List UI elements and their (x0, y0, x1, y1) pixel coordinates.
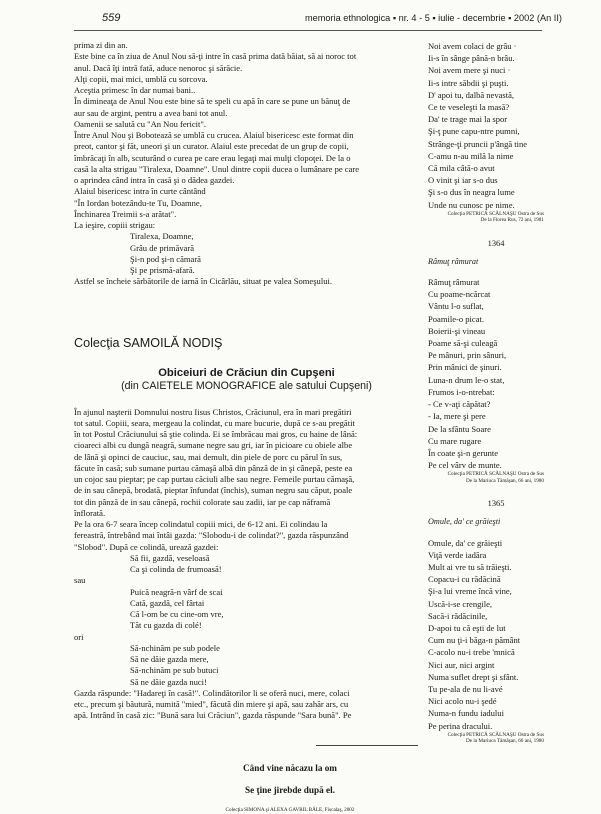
poem-line: Ii-s intre săbdii şi puşti. (428, 77, 509, 88)
poem-line: Pe perina dracului. (428, 720, 493, 731)
poem-credit: Colecţia PETRICĂ SCĂLNAŞU Ostra de Sus (447, 210, 544, 217)
poem-line: C-acolo nu-i trebe 'mnică (428, 647, 515, 658)
poem-line: Vântu l-o suflat, (428, 301, 484, 312)
journal-meta: memoria ethnologica ▪ nr. 4 - 5 ▪ iulie - decembrie ▪ 2002 (An II) (305, 13, 562, 23)
verse-line: Să ne dăie gazda nuci! (130, 676, 207, 687)
text-line: apă. Intrând în casă zic: "Bună sara lui Crăciun", gazda răspunde "Sara bună". Pe (74, 710, 352, 721)
poem-line: Cum nu ţi-i băga-n pământ (428, 635, 521, 646)
text-line: tot din pânză de in sau cânepă, rochii colorate sau zadii, iar pe cap năframă (74, 496, 331, 507)
poem-line: Pe mânuri, prin sânuri, (428, 350, 507, 361)
collection-heading: Colecţia SAMOILĂ NODIŞ (74, 335, 223, 350)
text-line: Alţi copii, mai mici, umblă cu sorcova. (74, 73, 208, 84)
text-line: anul. Dacă îţi intră fată, aduce nenoroc şi sărăcie. (74, 62, 243, 73)
article-title: Obiceiuri de Crăciun din Cupşeni (158, 366, 335, 379)
text-line: Este bine ca în ziua de Anul Nou să-ţi intre în casă prima dată băiat, să ai noroc tot (74, 51, 357, 62)
poem-number: 1365 (487, 499, 505, 509)
poem-line: Strânge-ţi pruncii p'ângă tine (428, 138, 528, 149)
poem-line: Tu pe-ala de nu li-avé (428, 683, 503, 694)
text-line: "În Iordan botezându-te Tu, Doamne, (74, 197, 202, 208)
right-column (428, 40, 548, 745)
text-line: Oamenii se salută cu "An Nou fericit". (74, 118, 207, 129)
verse-line: Şi pe prismă-afară. (130, 265, 195, 275)
text-line: Între Anul Nou şi Bobotează se umblă cu crucea. Alaiul bisericesc este format din (74, 130, 354, 140)
poem-line: Copacu-i cu rădăcină (428, 574, 501, 585)
poem-line: Pe cel vârv de munte. (428, 460, 502, 471)
text-line: Astfel se încheie sărbătorile de iarnă în Cicârlău, situat pe valea Someşului. (74, 276, 332, 287)
poem-line: Poame să-şi culeagă (428, 338, 498, 349)
text-line: tot satul. Copiii, seara, mergeau la colindat, cu mare bucurie, după ce s-au pregătit (74, 417, 355, 428)
text-line: un cojoc sau pieptar; pe cap purtau căciuli albe sau negre. Femeile purtau cămaşă, (74, 474, 355, 484)
page-header (0, 12, 601, 28)
poem-line: Omule, da' ce grăieşti (428, 537, 503, 548)
poem-line: Da' te trage mai la spor (428, 114, 508, 125)
motto-line: Se ţine jirebde după el. (245, 784, 335, 795)
motto-credit: Colecţia SIMONA şi ALEXA GAVRIL BĂLE, Fiscalaş, 2002 (225, 806, 355, 813)
poem-line: Noi avem mere şi nuci · (428, 65, 511, 76)
text-line: La ieşire, copiii strigau: (74, 220, 156, 230)
poem-line: Şi-ţ pune capu-ntre pumni, (428, 126, 520, 137)
footnote-rule (316, 745, 418, 746)
verse-line: Tăt cu gazda di colé! (130, 620, 202, 631)
poem-line: Viţă verde iadăra (428, 549, 487, 560)
poem-line: Unde nu cunosc pe nime. (428, 199, 515, 210)
poem-line: Boierii-şi vineau (428, 325, 486, 336)
page-number: 559 (102, 12, 121, 24)
text-line: "Slobod". După ce colindă, urează gazdei: (74, 541, 219, 552)
text-line: îmbrăcaţi în alb, scuturând o curea pe care erau legaţi mai mulţi clopoţei. De la o (74, 152, 351, 163)
text-line: Gazda răspunde: "Hadareţi în casă!". Colindătorilor li se oferă nuci, mere, colaci (74, 687, 350, 698)
poem-title: Râmuţ râmurat (428, 256, 479, 266)
poem-line: Cu poame-ncărcat (428, 289, 491, 300)
text-line: Pe la ora 6-7 seara încep colindatul copiii mici, de 6-12 ani. Ei colindau la (74, 519, 328, 529)
text-line: înflorată. (74, 507, 106, 518)
text-line: în tot Postul Crăciunului să ştie colinda. Ei se îmbrăcau mai gros, cu haine de lână: (74, 429, 358, 439)
text-line: În dimineaţa de Anul Nou este bine să te speli cu apă în care se pune un bănuţ de (74, 96, 351, 107)
header-rule (74, 30, 542, 31)
verse-line: Ca şi colinda de frumoasă! (130, 564, 222, 574)
poem-line: Uscă-i-se crengile, (428, 598, 493, 609)
motto-line: Când vine năcazu la om (243, 763, 337, 774)
poem-title: Omule, da' ce grăieşti (428, 517, 501, 527)
verse-line: Şi-n pod şi-n cămară (130, 253, 201, 264)
poem-line: Sacă-i rădăcinile, (428, 610, 488, 621)
poem-line: Râmuţ râmurat (428, 277, 480, 288)
poem-line: Ii-s în sânge până-n brâu. (428, 53, 515, 64)
poem-line: Ce te veseleşti la masă? (428, 102, 510, 113)
poem-line: Că mila câtă-o avut (428, 163, 495, 174)
left-column (74, 40, 419, 722)
text-line: o aprindea când intra în casă şi o dădea gazdei. (74, 175, 235, 185)
text-line: ori (74, 631, 84, 642)
poem-line: D-apoi tu că eşti de lut (428, 622, 506, 633)
text-line: fereastră, întrebând mai întâi gazda: "Slobodu-i de colindat?", gazda răspunzând (74, 530, 349, 541)
poem-line: În coate şi-n gerunte (428, 447, 499, 458)
text-line: Închinarea Treimii s-a arătat". (74, 208, 177, 219)
poem-line: O vinit şi iar s-o dus (428, 175, 498, 186)
poem-line: - Ia, mere şi pere (428, 411, 486, 422)
poem-line: Şi s-o dus în neagra lume (428, 187, 515, 198)
poem-line: Nici aur, nici argint (428, 659, 495, 670)
text-line: de lână şi opinci de cauciuc, sau, mai demult, din piele de porc cu părul în sus, (74, 451, 343, 462)
verse-line: Că l-om be cu cine-om vre, (130, 609, 224, 619)
poem-line: Mult ai vre tu să trăieşti. (428, 561, 512, 572)
poem-line: Numa-n fundu iadului (428, 708, 504, 719)
text-line: de in sau cânepă, brodată, pieptar înfundat (închis), suman negru sau căput, poale (74, 485, 353, 496)
poem-credit: De la Florea Rus, 72 ani, 1981 (480, 217, 544, 224)
motto-block (180, 753, 400, 814)
text-line: prima zi din an. (74, 40, 128, 50)
poem-line: Noi avem colaci de grâu · (428, 41, 517, 51)
verse-line: Să-nchinăm pe sub butuci (130, 665, 219, 676)
poem-line: Prin mânici de şinuri. (428, 362, 502, 373)
text-line: aur sau de argint, pentru a avea bani tot anul. (74, 107, 228, 118)
poem-line: Numa suflet drept şi sfânt. (428, 671, 519, 682)
poem-line: Luna-n drum le-o stat, (428, 374, 505, 385)
poem-line: - Ce v-aţi căpătat? (428, 399, 491, 410)
text-line: sau (74, 575, 86, 586)
poem-line: De la sfântu Soare (428, 423, 491, 434)
poem-line: D' apoi tu, dalbă nevastă, (428, 89, 515, 100)
text-line: făcute în casă; sub sumane purtau cămaşă albă din pânză de in şi cânepă, peste ea (74, 462, 353, 473)
text-line: Alaiul bisericesc intra în curte cântând (74, 186, 206, 197)
text-line: etc., precum şi băutură, numită "mied", făcută din miere şi apă, sau zahăr ars, cu (74, 699, 349, 709)
text-line: casă la alta strigau "Tiralexa, Doamne". Unul dintre copii ducea o lumânare pe care (74, 163, 360, 174)
text-line: preot, cantor şi făt, uneori şi un curator. Alaiul este precedat de un grup de copii, (74, 141, 349, 152)
poem-number: 1364 (487, 238, 505, 248)
poem-line: Nici acolo nu-i şedé (428, 696, 497, 707)
article-subtitle: (din CAIETELE MONOGRAFICE ale satului Cupşeni) (121, 379, 372, 392)
verse-line: Tiralexa, Doamne, (130, 231, 194, 242)
poem-credit: De la Mariuca Tămăşan, 66 ani, 1980 (466, 738, 544, 745)
verse-line: Să ne dăie gazda mere, (130, 654, 209, 664)
text-line: Aceştia primesc în dar numai bani.. (74, 85, 196, 95)
text-line: În ajunul naşterii Domnului nostru Iisus Christos, Crăciunul, era în mari pregătiri (74, 406, 352, 417)
poem-credit: Colecţia PETRICĂ SCĂLNAŞU Ostra de Sus (447, 731, 544, 738)
verse-line: Să fii, gazdă, veseloasă (130, 552, 210, 563)
text-line: cioareci albi cu dungă neagră, sumane negre sau gri, iar în picioare cu obiele albe (74, 440, 353, 451)
poem-line: C-amu n-au milă la nime (428, 150, 514, 161)
poem-line: Cu mare rugare (428, 435, 482, 446)
poem-line: Frumos i-o-ntrebat: (428, 386, 495, 397)
poem-line: Poamile-o picat. (428, 313, 485, 324)
verse-line: Grâu de primăvară (130, 242, 195, 253)
verse-line: Să-nchinăm pe sub podele (130, 642, 220, 653)
poem-credit: De la Mariuca Tămăşan, 66 ani, 1980 (466, 477, 544, 484)
poem-credit: Colecţia PETRICĂ SCĂLNAŞU Ostra de Sus (447, 471, 544, 478)
verse-line: Cată, gazdă, cel fârtai (130, 597, 205, 608)
verse-line: Puică neagră-n vârf de scai (130, 586, 223, 597)
poem-line: Şi-a lui vreme încă vine, (428, 586, 512, 597)
